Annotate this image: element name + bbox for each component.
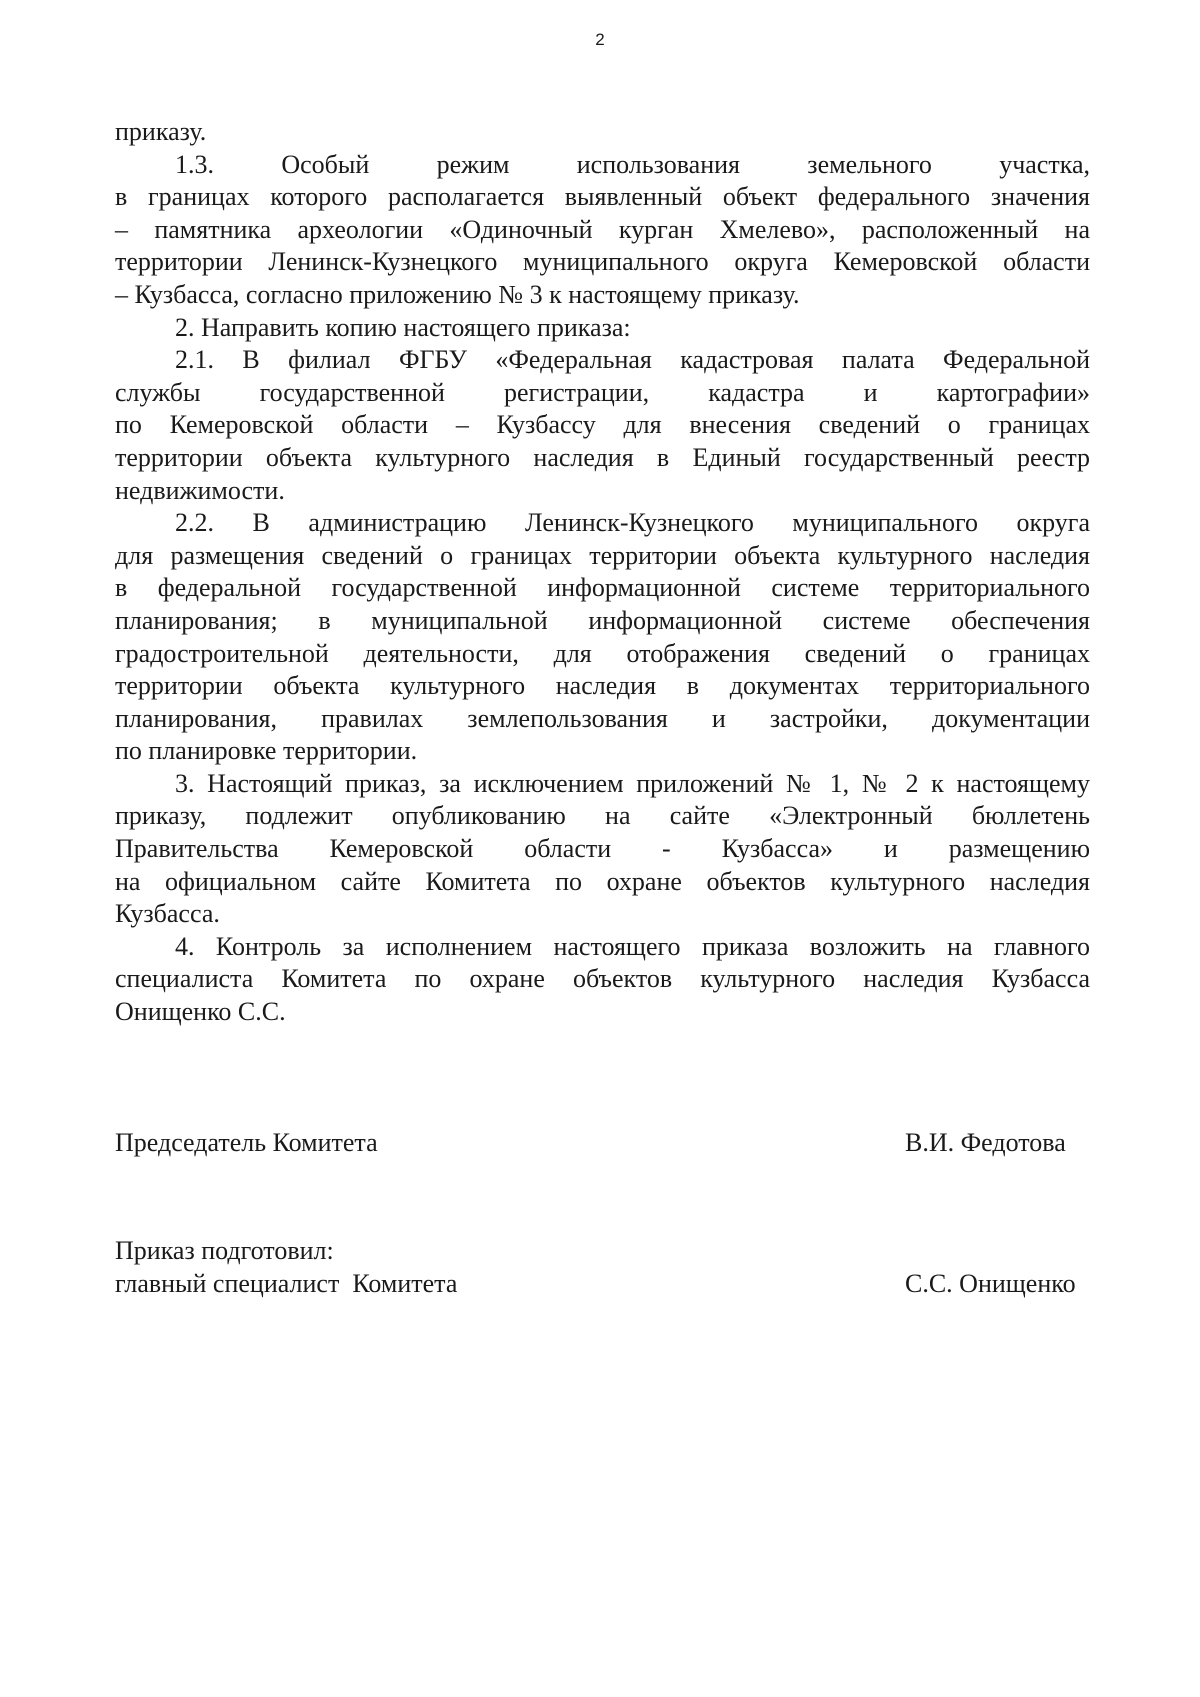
body-line: Кузбасса.	[115, 899, 220, 929]
body-line: Онищенко С.С.	[115, 997, 286, 1027]
body-line: для размещения сведений о границах территории объекта культурного наследия	[115, 540, 1090, 570]
chairman-title: Председатель Комитета	[115, 1128, 378, 1157]
body-line: 4. Контроль за исполнением настоящего приказа возложить на главного	[175, 931, 1090, 961]
body-line: в федеральной государственной информационной системе территориального	[115, 573, 1090, 603]
body-line: территории объекта культурного наследия в документах территориального	[115, 671, 1090, 701]
body-line: – Кузбасса, согласно приложению № 3 к настоящему приказу.	[115, 279, 800, 309]
body-line: 2.2. В администрацию Ленинск-Кузнецкого муниципального округа	[175, 508, 1090, 538]
preparer-title: главный специалист Комитета	[115, 1269, 458, 1298]
body-line: службы государственной регистрации, кадастра и картографии»	[115, 377, 1090, 407]
body-line: на официальном сайте Комитета по охране объектов культурного наследия	[115, 866, 1090, 896]
body-line: территории объекта культурного наследия в Единый государственный реестр	[115, 442, 1090, 472]
body-line: Правительства Кемеровской области - Кузбасса» и размещению	[115, 834, 1090, 864]
body-line: градостроительной деятельности, для отображения сведений о границах	[115, 638, 1090, 668]
prepared-by-label: Приказ подготовил:	[115, 1236, 334, 1265]
body-line: территории Ленинск-Кузнецкого муниципального округа Кемеровской области	[115, 247, 1090, 277]
body-line: 1.3. Особый режим использования земельного участка,	[175, 149, 1090, 179]
body-line: приказу.	[115, 117, 207, 146]
body-line: 2. Направить копию настоящего приказа:	[175, 312, 631, 342]
chairman-name: В.И. Федотова	[905, 1128, 1066, 1157]
body-line: планирования; в муниципальной информационной системе обеспечения	[115, 605, 1090, 635]
body-line: по планировке территории.	[115, 736, 418, 766]
body-line: 2.1. В филиал ФГБУ «Федеральная кадастровая палата Федеральной	[175, 345, 1090, 375]
page-number: 2	[595, 30, 605, 49]
body-line: по Кемеровской области – Кузбассу для внесения сведений о границах	[115, 410, 1090, 440]
preparer-name: С.С. Онищенко	[905, 1269, 1076, 1298]
body-line: недвижимости.	[115, 475, 285, 505]
body-line: приказу, подлежит опубликованию на сайте «Электронный бюллетень	[115, 801, 1090, 831]
body-line: планирования, правилах землепользования и застройки, документации	[115, 703, 1090, 733]
body-line: 3. Настоящий приказ, за исключением приложений № 1, № 2 к настоящему	[175, 768, 1090, 798]
order-body-text	[115, 116, 1090, 1029]
body-line: специалиста Комитета по охране объектов культурного наследия Кузбасса	[115, 964, 1090, 994]
body-line: – памятника археологии «Одиночный курган Хмелево», расположенный на	[115, 214, 1090, 244]
body-line: в границах которого располагается выявленный объект федерального значения	[115, 182, 1090, 212]
